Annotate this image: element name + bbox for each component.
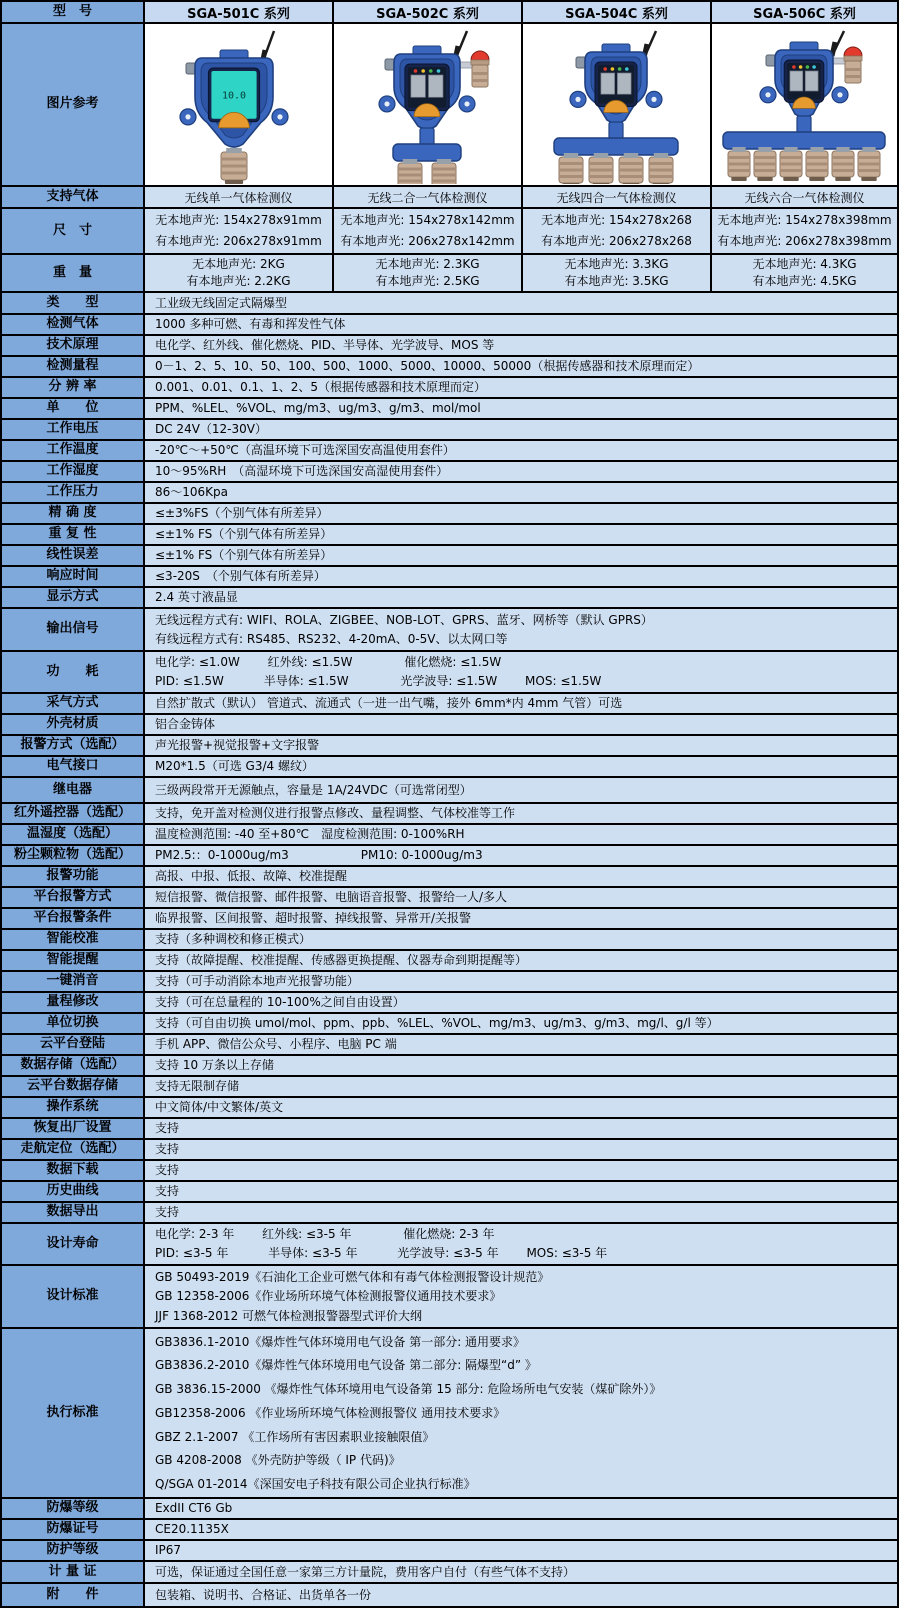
spec-row-label: 工作压力 (2, 483, 145, 502)
spec-row-value-line: 手机 APP、微信公众号、小程序、电脑 PC 端 (155, 1037, 397, 1052)
spec-row-value-line: 支持 (155, 1184, 180, 1199)
spec-row-value-line: 0－1、2、5、10、50、100、500、1000、5000、10000、50000（根据传感器和技术原理而定） (155, 359, 700, 374)
spec-row (2, 736, 897, 757)
spec-row-value-line: 支持 (155, 1163, 180, 1178)
spec-row-value-line: 支持（可在总量程的 10-100%之间自由设置） (155, 995, 405, 1010)
product-image-cell (334, 24, 523, 185)
spec-row (2, 909, 897, 930)
spec-row-value-line: GB 12358-2006《作业场所环境气体检测报警仪通用技术要求》 (155, 1289, 502, 1304)
spec-row-value (145, 1035, 897, 1054)
spec-row-label: 单 位 (2, 399, 145, 418)
product-image-cell (145, 24, 334, 185)
spec-row (2, 441, 897, 462)
size-value-cell (145, 209, 334, 253)
spec-row-value (145, 1541, 897, 1560)
spec-row (2, 336, 897, 357)
spec-row-value-line: ≤±1% FS（个别气体有所差异） (155, 527, 333, 542)
spec-row-value-line: 可选，保证通过全国任意一家第三方计量院，费用客户自付（有些气体不支持） (155, 1564, 576, 1579)
spec-row-value-line: GB 4208-2008 《外壳防护等级（ IP 代码)》 (155, 1453, 401, 1468)
spec-row (2, 652, 897, 694)
weight-cells (145, 255, 897, 291)
spec-row-value (145, 378, 897, 397)
spec-row-value (145, 1098, 897, 1117)
spec-row-value-line: PID: ≤3-5 年 半导体: ≤3-5 年 光学波导: ≤3-5 年 MOS: ≤3-5 年 (155, 1246, 608, 1261)
spec-row-value (145, 694, 897, 713)
svg-text:10.0: 10.0 (221, 90, 247, 102)
spec-row-value (145, 736, 897, 755)
supported-gas-value: 无线六合一气体检测仪 (712, 187, 897, 207)
spec-row-value (145, 993, 897, 1012)
spec-row-value-line: GB 3836.15-2000 《爆炸性气体环境用电气设备第 15 部分: 危险场所电气安装（煤矿除外）》 (155, 1382, 662, 1397)
spec-row-value (145, 1077, 897, 1096)
spec-row-value (145, 652, 897, 692)
spec-row (2, 567, 897, 588)
spec-row-label: 单位切换 (2, 1014, 145, 1033)
spec-row (2, 757, 897, 778)
spec-row-label: 数据存储（选配） (2, 1056, 145, 1075)
size-value-line: 有本地声光: 206x278x91mm (155, 233, 322, 248)
spec-row (2, 420, 897, 441)
size-value-line: 无本地声光: 154x278x268 (541, 212, 692, 227)
spec-row (2, 1499, 897, 1520)
size-value-cell (712, 209, 897, 253)
spec-row (2, 951, 897, 972)
spec-row-value (145, 1584, 897, 1606)
spec-row-value (145, 293, 897, 313)
spec-row-value-line: 支持 (155, 1205, 180, 1220)
spec-row (2, 1119, 897, 1140)
spec-row (2, 972, 897, 993)
spec-row-value (145, 1224, 897, 1264)
spec-row (2, 867, 897, 888)
spec-row-value-line: 电化学: 2-3 年 红外线: ≤3-5 年 催化燃烧: 2-3 年 (155, 1227, 495, 1242)
supported-gas-value: 无线四合一气体检测仪 (523, 187, 712, 207)
weight-value-line: 无本地声光: 3.3KG (564, 256, 669, 271)
spec-row-value-line: 支持 (155, 1121, 180, 1136)
spec-row (2, 1266, 897, 1329)
spec-row-value (145, 609, 897, 650)
spec-row-value (145, 1119, 897, 1138)
spec-row-value-line: 声光报警+视觉报警+文字报警 (155, 738, 320, 753)
weight-value-line: 无本地声光: 2.3KG (375, 256, 480, 271)
spec-row-value (145, 441, 897, 460)
spec-row (2, 399, 897, 420)
spec-row (2, 778, 897, 804)
spec-row-value (145, 1140, 897, 1159)
spec-row-label: 设计寿命 (2, 1224, 145, 1264)
size-row-label: 尺 寸 (2, 209, 145, 253)
spec-row (2, 546, 897, 567)
weight-value-cell (523, 255, 712, 291)
product-image-cell (712, 24, 897, 185)
spec-row-value (145, 546, 897, 565)
spec-row-label: 类 型 (2, 293, 145, 313)
spec-row (2, 1520, 897, 1541)
size-value-line: 有本地声光: 206x278x142mm (340, 233, 515, 248)
model-series-header: SGA-501C 系列 (145, 2, 334, 22)
spec-row-value (145, 757, 897, 776)
image-row-label: 图片参考 (2, 24, 145, 185)
spec-row-label: 红外遥控器（选配） (2, 804, 145, 823)
spec-row-value-line: 临界报警、区间报警、超时报警、掉线报警、异常开/关报警 (155, 911, 472, 926)
spec-row (2, 804, 897, 825)
weight-value-line: 有本地声光: 3.5KG (564, 273, 669, 288)
spec-row-value (145, 972, 897, 991)
spec-row (2, 1584, 897, 1606)
spec-row-value-line: M20*1.5（可选 G3/4 螺纹） (155, 759, 314, 774)
spec-row-label: 防爆证号 (2, 1520, 145, 1539)
spec-row-value-line: ≤±1% FS（个别气体有所差异） (155, 548, 333, 563)
spec-row-value (145, 399, 897, 418)
spec-row-value-line: 短信报警、微信报警、邮件报警、电脑语音报警、报警给一人/多人 (155, 890, 508, 905)
spec-row-value (145, 504, 897, 523)
spec-row-label: 检测气体 (2, 315, 145, 334)
spec-row-value (145, 1182, 897, 1201)
spec-row-value-line: 无线远程方式有: WIFI、ROLA、ZIGBEE、NOB-LOT、GPRS、蓝牙、网桥等（默认 GPRS） (155, 612, 653, 627)
spec-row (2, 846, 897, 867)
spec-row-value-line: 电化学、红外线、催化燃烧、PID、半导体、光学波导、MOS 等 (155, 338, 495, 353)
spec-row-label: 历史曲线 (2, 1182, 145, 1201)
spec-row (2, 715, 897, 736)
spec-row-value-line: 温度检测范围: -40 至+80℃ 湿度检测范围: 0-100%RH (155, 827, 465, 842)
spec-row-label: 采气方式 (2, 694, 145, 713)
spec-row (2, 694, 897, 715)
model-header-label: 型 号 (2, 2, 145, 22)
spec-row (2, 293, 897, 315)
spec-row-label: 智能提醒 (2, 951, 145, 970)
spec-row (2, 1182, 897, 1203)
gas-detector-illustration (712, 26, 897, 184)
spec-row-label: 附 件 (2, 1584, 145, 1606)
spec-row (2, 609, 897, 652)
model-series-header: SGA-502C 系列 (334, 2, 523, 22)
spec-row (2, 1056, 897, 1077)
spec-row-value (145, 1499, 897, 1518)
size-value-cell (523, 209, 712, 253)
spec-row (2, 1098, 897, 1119)
spec-row (2, 1035, 897, 1056)
spec-row-label: 显示方式 (2, 588, 145, 607)
spec-row-value (145, 588, 897, 607)
spec-row-value (145, 483, 897, 502)
spec-row (2, 378, 897, 399)
size-value-line: 无本地声光: 154x278x142mm (340, 212, 515, 227)
spec-row-value-line: ≤3-20S （个别气体有所差异） (155, 569, 326, 584)
spec-row-value (145, 1056, 897, 1075)
size-value-line: 有本地声光: 206x278x398mm (717, 233, 892, 248)
spec-row-label: 输出信号 (2, 609, 145, 650)
spec-row-label: 计 量 证 (2, 1562, 145, 1582)
spec-row (2, 993, 897, 1014)
spec-row-value (145, 1562, 897, 1582)
spec-row-value (145, 462, 897, 481)
spec-row-value (145, 567, 897, 586)
size-row (2, 209, 897, 255)
spec-row-label: 功 耗 (2, 652, 145, 692)
spec-row-label: 数据导出 (2, 1203, 145, 1222)
spec-row (2, 1140, 897, 1161)
spec-row-value-line: ExdII CT6 Gb (155, 1501, 233, 1516)
spec-row-value (145, 951, 897, 970)
spec-row-label: 平台报警方式 (2, 888, 145, 907)
spec-row-label: 智能校准 (2, 930, 145, 949)
spec-row-value-line: 高报、中报、低报、故障、校准提醒 (155, 869, 348, 884)
spec-row-value-line: 有线远程方式有: RS485、RS232、4-20mA、0-5V、以太网口等 (155, 632, 508, 647)
spec-row-value-line: GB 50493-2019《石油化工企业可燃气体和有毒气体检测报警设计规范》 (155, 1269, 550, 1284)
spec-row-value-line: DC 24V（12-30V） (155, 422, 267, 437)
spec-row-value (145, 1520, 897, 1539)
spec-row-value-line: 中文简体/中文繁体/英文 (155, 1100, 284, 1115)
spec-row-label: 数据下载 (2, 1161, 145, 1180)
spec-row-value-line: 铝合金铸体 (155, 717, 216, 732)
spec-row (2, 1077, 897, 1098)
spec-row-label: 执行标准 (2, 1329, 145, 1497)
spec-row-value-line: 三级两段常开无源触点，容量是 1A/24VDC（可选常闭型） (155, 782, 472, 797)
spec-row (2, 1541, 897, 1562)
spec-row (2, 1203, 897, 1224)
spec-row-value-line: 电化学: ≤1.0W 红外线: ≤1.5W 催化燃烧: ≤1.5W (155, 655, 502, 670)
spec-row-value-line: CE20.1135X (155, 1522, 229, 1537)
spec-row-value-line: 自然扩散式（默认） 管道式、流通式（一进一出气嘴，接外 6mm*内 4mm 气管）可选 (155, 696, 623, 711)
spec-row-value (145, 420, 897, 439)
spec-row-value (145, 1266, 897, 1327)
spec-row-value-line: GBZ 2.1-2007 《工作场所有害因素职业接触限值》 (155, 1429, 435, 1444)
spec-row (2, 1329, 897, 1499)
supported-gas-label: 支持气体 (2, 187, 145, 207)
spec-row-value-line: 包装箱、说明书、合格证、出货单各一份 (155, 1587, 372, 1602)
spec-row-value (145, 715, 897, 734)
spec-row-label: 线性误差 (2, 546, 145, 565)
spec-row-label: 温湿度（选配） (2, 825, 145, 844)
product-image-1 (146, 26, 331, 184)
spec-row (2, 588, 897, 609)
spec-row-label: 精 确 度 (2, 504, 145, 523)
spec-row (2, 825, 897, 846)
spec-row-value-line: 支持（多种调校和修正模式） (155, 932, 312, 947)
spec-row-value (145, 930, 897, 949)
product-image-3 (524, 26, 709, 184)
spec-row-value-line: 2.4 英寸液晶显 (155, 590, 238, 605)
spec-row (2, 888, 897, 909)
gas-detector-illustration (335, 26, 520, 184)
weight-value-line: 有本地声光: 2.2KG (186, 273, 291, 288)
spec-row-value-line: 支持（可手动消除本地声光报警功能） (155, 974, 360, 989)
spec-row-label: 重 复 性 (2, 525, 145, 544)
product-image-row (2, 24, 897, 187)
spec-row-label: 报警功能 (2, 867, 145, 886)
spec-row (2, 462, 897, 483)
spec-row-value (145, 315, 897, 334)
model-series-header: SGA-504C 系列 (523, 2, 712, 22)
spec-row-value (145, 1203, 897, 1222)
spec-row (2, 357, 897, 378)
spec-row-value (145, 1014, 897, 1033)
spec-row-value-line: ≤±3%FS（个别气体有所差异） (155, 506, 329, 521)
weight-value-cell (334, 255, 523, 291)
spec-row-label: 报警方式（选配） (2, 736, 145, 755)
spec-row (2, 1224, 897, 1266)
size-value-line: 无本地声光: 154x278x91mm (155, 212, 322, 227)
spec-row-value-line: 支持（可自由切换 umol/mol、ppm、ppb、%LEL、%VOL、mg/m3、ug/m3、g/m3、mg/l、g/l 等） (155, 1016, 719, 1031)
spec-row-value-line: -20℃～+50℃（高温环境下可选深国安高温使用套件） (155, 443, 455, 458)
spec-rows-container (2, 293, 897, 1606)
spec-row-value-line: PID: ≤1.5W 半导体: ≤1.5W 光学波导: ≤1.5W MOS: ≤1.5W (155, 674, 602, 689)
spec-row-value-line: 支持 10 万条以上存储 (155, 1058, 274, 1073)
spec-row-value-line: 支持，免开盖对检测仪进行报警点修改、量程调整、气体校准等工作 (155, 806, 516, 821)
spec-row-value (145, 357, 897, 376)
spec-row (2, 930, 897, 951)
weight-value-line: 无本地声光: 4.3KG (752, 256, 857, 271)
spec-row-value-line: Q/SGA 01-2014《深国安电子科技有限公司企业执行标准》 (155, 1476, 476, 1491)
spec-row (2, 525, 897, 546)
spec-row (2, 1562, 897, 1584)
size-value-cell (334, 209, 523, 253)
spec-row-value (145, 867, 897, 886)
weight-value-line: 有本地声光: 4.5KG (752, 273, 857, 288)
spec-row-label: 设计标准 (2, 1266, 145, 1327)
spec-row-label: 工作湿度 (2, 462, 145, 481)
spec-row-label: 走航定位（选配） (2, 1140, 145, 1159)
spec-row-value (145, 1161, 897, 1180)
spec-row-label: 云平台数据存储 (2, 1077, 145, 1096)
spec-row-label: 工作电压 (2, 420, 145, 439)
size-cells (145, 209, 897, 253)
spec-row-label: 继电器 (2, 778, 145, 802)
spec-row-label: 一键消音 (2, 972, 145, 991)
spec-row-label: 恢复出厂设置 (2, 1119, 145, 1138)
supported-gas-value: 无线单一气体检测仪 (145, 187, 334, 207)
spec-row-value-line: PPM、%LEL、%VOL、mg/m3、ug/m3、g/m3、mol/mol (155, 401, 481, 416)
spec-row-value-line: GB12358-2006 《作业场所环境气体检测报警仪 通用技术要求》 (155, 1405, 506, 1420)
spec-row (2, 483, 897, 504)
spec-row-label: 量程修改 (2, 993, 145, 1012)
spec-row-value-line: 支持无限制存储 (155, 1079, 240, 1094)
product-image-cells (145, 24, 897, 185)
weight-row (2, 255, 897, 293)
spec-row-value-line: 支持（故障提醒、校准提醒、传感器更换提醒、仪器寿命到期提醒等） (155, 953, 528, 968)
product-image-cell (523, 24, 712, 185)
spec-row-value-line: PM2.5:：0-1000ug/m3 PM10: 0-1000ug/m3 (155, 848, 483, 863)
spec-row-value-line: 0.001、0.01、0.1、1、2、5（根据传感器和技术原理而定） (155, 380, 487, 395)
spec-row-value (145, 888, 897, 907)
weight-value-cell (145, 255, 334, 291)
spec-row-label: 防护等级 (2, 1541, 145, 1560)
weight-value-line: 无本地声光: 2KG (192, 256, 285, 271)
model-header-row (2, 2, 897, 24)
spec-row-value-line: 支持 (155, 1142, 180, 1157)
size-value-line: 无本地声光: 154x278x398mm (717, 212, 892, 227)
product-image-2 (335, 26, 520, 184)
spec-row-value-line: 86～106Kpa (155, 485, 229, 500)
spec-row-label: 工作温度 (2, 441, 145, 460)
gas-detector-illustration (524, 26, 709, 184)
spec-row-label: 外壳材质 (2, 715, 145, 734)
spec-row-label: 响应时间 (2, 567, 145, 586)
spec-row-value-line: IP67 (155, 1543, 182, 1558)
spec-row-value (145, 1329, 897, 1497)
spec-row-label: 检测量程 (2, 357, 145, 376)
supported-gas-cells (145, 187, 897, 207)
spec-row (2, 315, 897, 336)
weight-value-cell (712, 255, 897, 291)
spec-row-label: 平台报警条件 (2, 909, 145, 928)
spec-row-value-line: GB3836.1-2010《爆炸性气体环境用电气设备 第一部分: 通用要求》 (155, 1334, 526, 1349)
gas-detector-illustration (146, 26, 331, 184)
spec-row (2, 1014, 897, 1035)
spec-row-value (145, 846, 897, 865)
model-series-header: SGA-506C 系列 (712, 2, 897, 22)
spec-row-value-line: JJF 1368-2012 可燃气体检测报警器型式评价大纲 (155, 1309, 423, 1324)
size-value-line: 有本地声光: 206x278x268 (541, 233, 692, 248)
spec-row-label: 防爆等级 (2, 1499, 145, 1518)
spec-row-value-line: 1000 多种可燃、有毒和挥发性气体 (155, 317, 346, 332)
spec-row-label: 操作系统 (2, 1098, 145, 1117)
spec-row-value (145, 336, 897, 355)
spec-row-value-line: 10～95%RH （高湿环境下可选深国安高湿使用套件） (155, 464, 449, 479)
product-image-4 (712, 26, 897, 184)
supported-gas-row (2, 187, 897, 209)
spec-row-label: 技术原理 (2, 336, 145, 355)
spec-row-label: 电气接口 (2, 757, 145, 776)
supported-gas-value: 无线二合一气体检测仪 (334, 187, 523, 207)
spec-row-value (145, 804, 897, 823)
spec-row-label: 分 辨 率 (2, 378, 145, 397)
weight-value-line: 有本地声光: 2.5KG (375, 273, 480, 288)
spec-row-value-line: GB3836.2-2010《爆炸性气体环境用电气设备 第二部分: 隔爆型“d” 》 (155, 1358, 537, 1373)
spec-row (2, 1161, 897, 1182)
spec-row-value-line: 工业级无线固定式隔爆型 (155, 295, 288, 310)
weight-row-label: 重 量 (2, 255, 145, 291)
spec-row-label: 云平台登陆 (2, 1035, 145, 1054)
model-header-columns (145, 2, 897, 22)
spec-row-value (145, 909, 897, 928)
spec-row-value (145, 778, 897, 802)
spec-row-value (145, 525, 897, 544)
spec-row-label: 粉尘颗粒物（选配） (2, 846, 145, 865)
spec-row-value (145, 825, 897, 844)
spec-row (2, 504, 897, 525)
